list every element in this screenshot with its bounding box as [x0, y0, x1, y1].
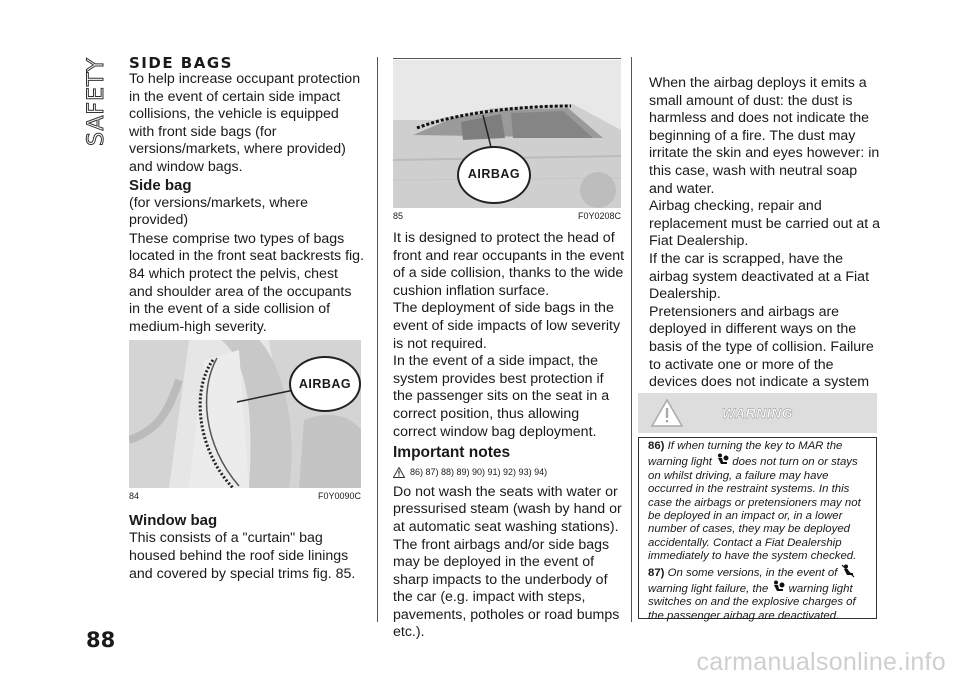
- warning-86: [648, 440, 870, 564]
- warning-87-text-b: warning light failure, the: [648, 583, 769, 596]
- warning-87-number: 87): [648, 566, 665, 579]
- figure-85-code: F0Y0208C: [577, 211, 621, 221]
- dust-paragraph: When the airbag deploys it emits a small amount of dust: the dust is harmless and does not indicate the beginning of a fire. The dust may irritate the skin and eyes however: in this case, wash with neutral soap and water.: [649, 75, 880, 197]
- warning-body: [638, 437, 877, 622]
- column-divider-2: [631, 57, 632, 622]
- airbag-warning-light-icon: [771, 580, 785, 594]
- figure-85-number: 85: [393, 211, 404, 221]
- airbag-badge: AIRBAG: [457, 146, 531, 204]
- warning-reference-list: 86) 87) 88) 89) 90) 91) 92) 93) 94): [410, 467, 548, 478]
- washing-paragraph: Do not wash the seats with water or pressurised steam (wash by hand or at automatic seat washing stations).: [393, 483, 622, 535]
- warning-triangle-icon: [650, 398, 684, 428]
- warning-87: [648, 564, 870, 624]
- page-number: 88: [86, 628, 116, 652]
- warning-box: [638, 393, 877, 623]
- warning-86-text-a: If when turning the key to MAR the warning light: [648, 440, 843, 469]
- column-2: [393, 60, 625, 642]
- warning-87-text-c: warning light switches on and the explosive charges of the passenger airbag are deactivated.: [648, 583, 856, 622]
- warning-title: WARNING: [721, 405, 794, 421]
- pretensioners-paragraph: Pretensioners and airbags are deployed in different ways on the basis of the type of collision. Failure to activate one or more of the devices does not indicate a system: [649, 303, 874, 391]
- warning-87-text-a: On some versions, in the event of: [667, 566, 838, 579]
- warning-86-number: 86): [648, 440, 665, 452]
- figure-84-number: 84: [129, 491, 140, 502]
- figure-top-rule: [393, 58, 621, 59]
- important-notes-heading: Important notes: [393, 444, 511, 462]
- figure-85-image: [393, 60, 621, 208]
- window-bag-desc-paragraph: It is designed to protect the head of front and rear occupants in the event of a side collision, thanks to the wide cushion inflation surface.: [393, 230, 625, 299]
- column-1: [129, 55, 365, 583]
- figure-84-image: [129, 340, 361, 488]
- section-heading: SIDE BAGS: [129, 54, 233, 72]
- low-severity-paragraph: The deployment of side bags in the event of side impacts of low severity is not required.: [393, 300, 621, 352]
- intro-paragraph: To help increase occupant protection in the event of certain side impact collisions, the vehicle is equipped with front side bags (for versions/markets, where provided) and window bags.: [129, 71, 361, 175]
- underbody-impact-paragraph: The front airbags and/or side bags may be deployed in the event of sharp impacts to the underbody of the car (e.g. impact with steps, pavements, potholes or road bumps etc.).: [393, 536, 620, 641]
- column-3: [649, 75, 881, 409]
- figure-85-caption: [393, 210, 621, 222]
- scrapping-paragraph: If the car is scrapped, have the airbag system deactivated at a Fiat Dealership.: [649, 250, 870, 303]
- airbag-badge: AIRBAG: [289, 356, 361, 412]
- warning-86-text-b: does not turn on or stays on whilst driving, a failure may have occurred in the restraint systems. In this case the airbags or pretensioners may not be deployed in an impact or, in a lower number of cases, they may be deployed accidentally. Contact a Fiat Dealership immediately to have the system checked.: [648, 456, 861, 563]
- correct-position-paragraph: In the event of a side impact, the system provides best protection if the passenger sits on the seat in a correct position, thus allowing correct window bag deployment.: [393, 353, 610, 440]
- watermark: carmanualsonline.info: [696, 648, 946, 676]
- warning-header: [638, 393, 877, 433]
- side-bag-note: (for versions/markets, where provided): [129, 194, 308, 229]
- section-side-label-text: SAFETY: [84, 57, 109, 146]
- column-divider-1: [377, 57, 378, 622]
- warning-triangle-icon: [393, 467, 405, 478]
- section-side-label: [84, 46, 108, 156]
- window-bag-heading: Window bag: [129, 512, 218, 530]
- side-bag-heading: Side bag: [129, 176, 192, 194]
- airbag-warning-light-icon: [715, 453, 729, 467]
- warning-references: [393, 464, 625, 482]
- figure-84: [129, 340, 365, 502]
- figure-84-caption: [129, 490, 361, 502]
- figure-84-code: F0Y0090C: [317, 491, 361, 502]
- checking-paragraph: Airbag checking, repair and replacement must be carried out at a Fiat Dealership.: [649, 198, 881, 250]
- window-bag-paragraph: This consists of a "curtain" bag housed behind the roof side linings and covered by special trims fig. 85.: [129, 530, 356, 582]
- side-bag-paragraph: These comprise two types of bags located in the front seat backrests fig. 84 which protect the pelvis, chest and shoulder area of the occupants in the event of a side collision of medium-high severity.: [129, 230, 365, 335]
- figure-85: [393, 60, 625, 222]
- passenger-airbag-off-icon: [841, 564, 855, 578]
